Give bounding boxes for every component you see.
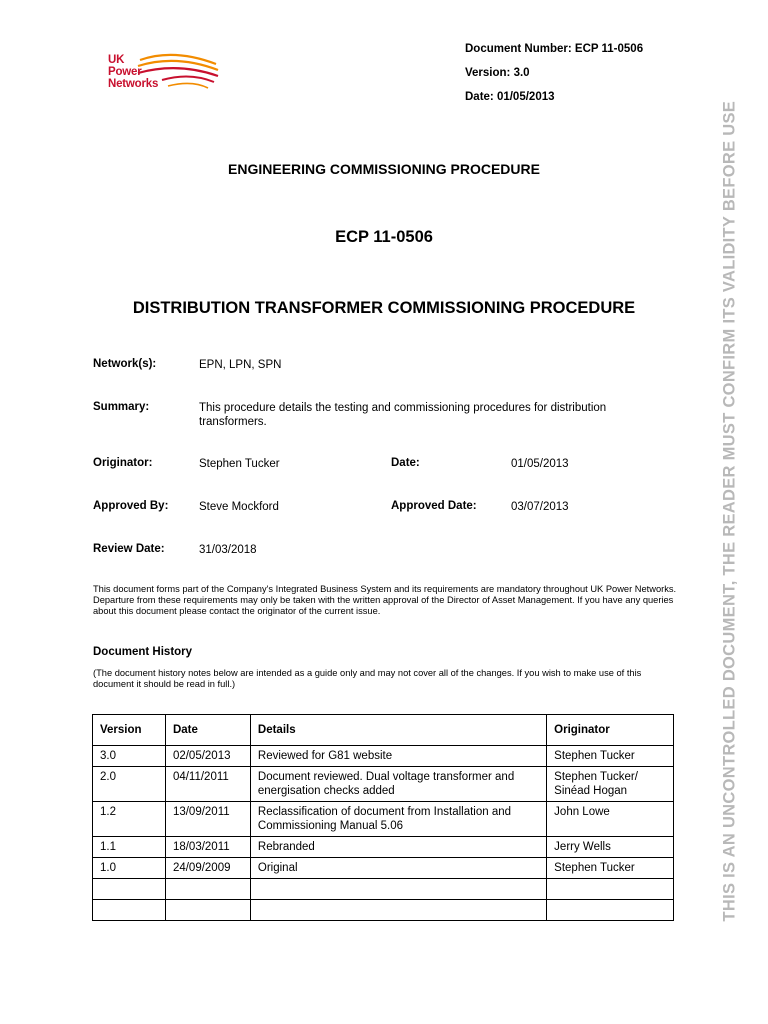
cell-date: 18/03/2011 bbox=[165, 837, 250, 858]
uk-power-networks-logo bbox=[104, 50, 224, 96]
summary-value: This procedure details the testing and commissioning procedures for distribution transformers. bbox=[199, 402, 607, 428]
cell-details: Reclassification of document from Installation and Commissioning Manual 5.06 bbox=[250, 802, 546, 837]
header-details: Details bbox=[250, 715, 546, 746]
header-originator: Originator bbox=[547, 715, 674, 746]
review-date-value: 31/03/2018 bbox=[199, 544, 257, 556]
document-title: DISTRIBUTION TRANSFORMER COMMISSIONING PROCEDURE bbox=[132, 299, 636, 317]
logo-line-1: UK bbox=[108, 54, 125, 66]
cell-date: 24/09/2009 bbox=[165, 858, 250, 879]
document-meta bbox=[465, 42, 643, 114]
cell-date: 13/09/2011 bbox=[165, 802, 250, 837]
cell-originator bbox=[547, 900, 674, 921]
table-row bbox=[93, 767, 674, 802]
document-history-note: (The document history notes below are intended as a guide only and may not cover all of the changes. If you wish to make use of this document it should be read in full.) bbox=[93, 668, 642, 689]
cell-version bbox=[93, 879, 166, 900]
cell-date: 04/11/2011 bbox=[165, 767, 250, 802]
table-row bbox=[93, 858, 674, 879]
cell-version bbox=[93, 900, 166, 921]
cell-originator: John Lowe bbox=[547, 802, 674, 837]
cell-date bbox=[165, 900, 250, 921]
document-date: Date: 01/05/2013 bbox=[465, 91, 555, 103]
logo-line-3: Networks bbox=[108, 78, 159, 90]
approved-by-label: Approved By: bbox=[93, 500, 169, 512]
cell-details bbox=[250, 879, 546, 900]
cell-date bbox=[165, 879, 250, 900]
cell-version: 2.0 bbox=[93, 767, 166, 802]
document-history-table bbox=[92, 714, 674, 921]
cell-originator: Stephen Tucker bbox=[547, 746, 674, 767]
networks-label: Network(s): bbox=[93, 358, 157, 370]
mandatory-notice: This document forms part of the Company's Integrated Business System and its requirements are mandatory throughout UK Power Networks. Departure from these requirements may only be taken with the written approval of the Director of Asset Management. If you have any queries about this document please contact the originator of the current issue. bbox=[93, 584, 677, 616]
logo-wordmark bbox=[108, 54, 158, 90]
cell-originator: Stephen Tucker bbox=[547, 858, 674, 879]
document-category: ENGINEERING COMMISSIONING PROCEDURE bbox=[228, 161, 540, 177]
approved-by-value: Steve Mockford bbox=[199, 501, 279, 513]
table-row bbox=[93, 837, 674, 858]
date-label: Date: bbox=[391, 457, 420, 469]
review-date-label: Review Date: bbox=[93, 543, 165, 555]
networks-value: EPN, LPN, SPN bbox=[199, 359, 282, 371]
cell-originator: Stephen Tucker/ Sinéad Hogan bbox=[547, 767, 674, 802]
summary-label: Summary: bbox=[93, 401, 150, 413]
cell-version: 3.0 bbox=[93, 746, 166, 767]
document-number: Document Number: ECP 11-0506 bbox=[465, 43, 644, 55]
table-row bbox=[93, 879, 674, 900]
cell-originator bbox=[547, 879, 674, 900]
uncontrolled-document-watermark: THIS IS AN UNCONTROLLED DOCUMENT, THE READER MUST CONFIRM ITS VALIDITY BEFORE USE bbox=[720, 100, 739, 922]
cell-originator: Jerry Wells bbox=[547, 837, 674, 858]
table-row bbox=[93, 802, 674, 837]
cell-details: Reviewed for G81 website bbox=[250, 746, 546, 767]
cell-date: 02/05/2013 bbox=[165, 746, 250, 767]
cell-details: Rebranded bbox=[250, 837, 546, 858]
cell-version: 1.1 bbox=[93, 837, 166, 858]
document-version: Version: 3.0 bbox=[465, 67, 530, 79]
document-history-title: Document History bbox=[93, 646, 193, 658]
header-date: Date bbox=[165, 715, 250, 746]
logo-line-2: Power bbox=[108, 66, 142, 78]
cell-version: 1.0 bbox=[93, 858, 166, 879]
cell-version: 1.2 bbox=[93, 802, 166, 837]
approved-date-label: Approved Date: bbox=[391, 500, 477, 512]
cell-details: Document reviewed. Dual voltage transformer and energisation checks added bbox=[250, 767, 546, 802]
table-header-row bbox=[93, 715, 674, 746]
table-row bbox=[93, 900, 674, 921]
date-value: 01/05/2013 bbox=[511, 458, 569, 470]
cell-details bbox=[250, 900, 546, 921]
cell-details: Original bbox=[250, 858, 546, 879]
approved-date-value: 03/07/2013 bbox=[511, 501, 569, 513]
table-row bbox=[93, 746, 674, 767]
header-version: Version bbox=[93, 715, 166, 746]
originator-value: Stephen Tucker bbox=[199, 458, 280, 470]
document-code: ECP 11-0506 bbox=[335, 228, 433, 246]
originator-label: Originator: bbox=[93, 457, 153, 469]
